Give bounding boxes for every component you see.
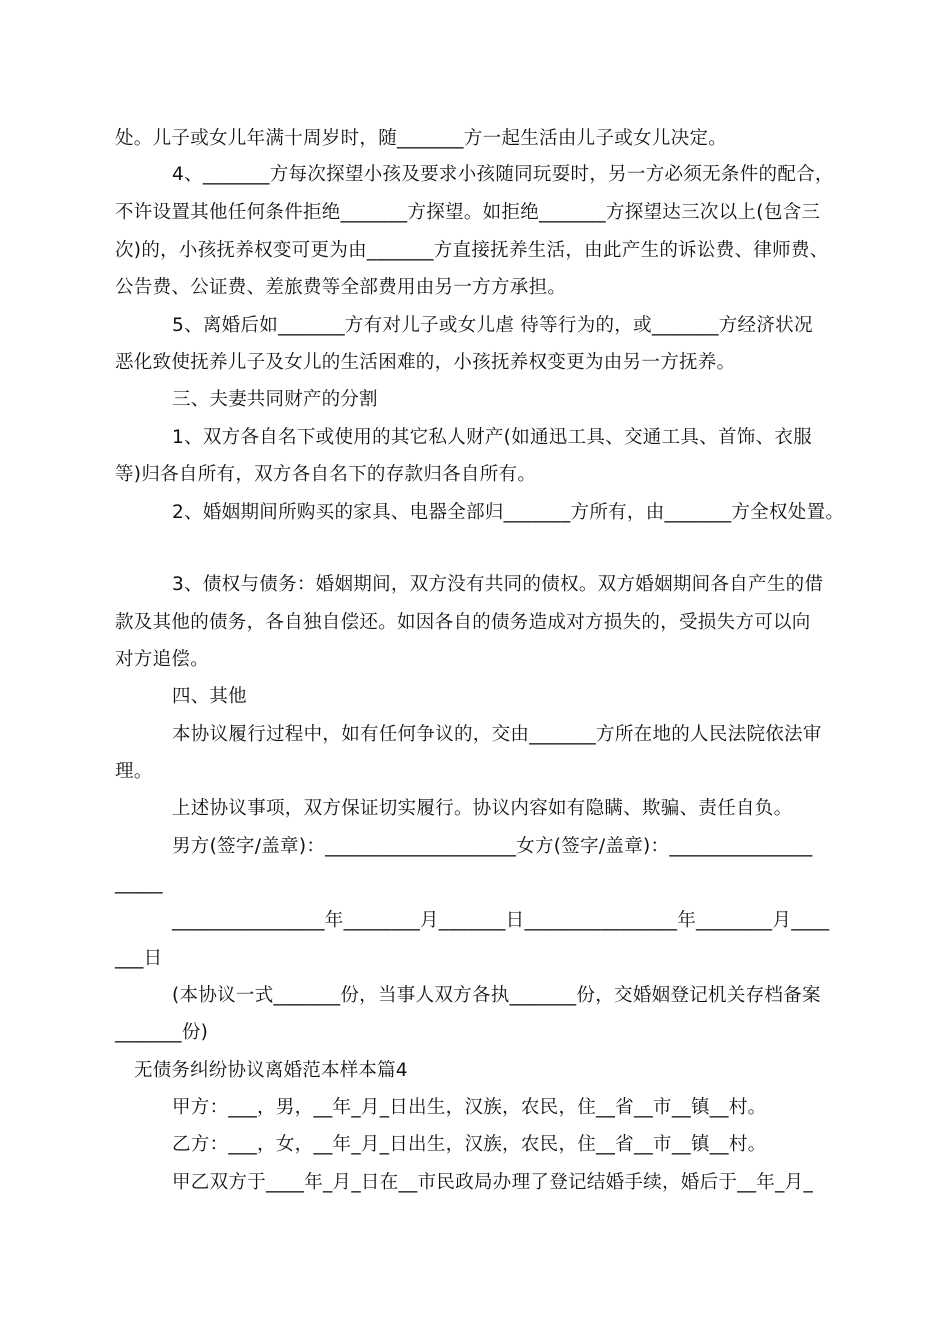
- signature-line-continuation: _____: [115, 873, 163, 894]
- copies-note-line: (本协议一式_______份，当事人双方各执_______份，交婚姻登记机关存档备案: [172, 985, 821, 1006]
- text-line-18: 上述协议事项，双方保证切实履行。协议内容如有隐瞒、欺骗、责任自负。: [172, 798, 793, 819]
- section-heading-4: 四、其他: [172, 686, 247, 707]
- party-a-line: 甲方：___，男，__年_月_日出生，汉族，农民，住__省__市__镇__村。: [172, 1097, 767, 1118]
- party-b-line: 乙方：___，女，__年_月_日出生，汉族，农民，住__省__市__镇__村。: [172, 1134, 767, 1155]
- text-line-2: 4、_______方每次探望小孩及要求小孩随同玩耍时，另一方必须无条件的配合，: [172, 164, 834, 185]
- section-heading-3: 三、夫妻共同财产的分割: [172, 389, 378, 410]
- signature-line: 男方(签字/盖章)：____________________女方(签字/盖章)：_______________: [172, 836, 813, 857]
- text-line-10: 等)归各自所有，双方各自名下的存款归各自所有。: [115, 464, 537, 485]
- text-line-5: 公告费、公证费、差旅费等全部费用由另一方方承担。: [115, 277, 567, 298]
- text-line-14: 对方追偿。: [115, 649, 210, 670]
- text-line-11: 2、婚姻期间所购买的家具、电器全部归_______方所有，由_______方全权处置。: [172, 502, 845, 523]
- text-line-4: 次)的，小孩抚养权变可更为由_______方直接抚养生活，由此产生的诉讼费、律师费、: [115, 240, 829, 261]
- copies-note-continuation: _______份): [115, 1022, 209, 1043]
- date-line-continuation: ___日: [115, 948, 163, 969]
- text-line-3: 不许设置其他任何条件拒绝_______方探望。如拒绝_______方探望达三次以上(包含三: [115, 202, 821, 223]
- text-line-17: 理。: [115, 761, 153, 782]
- date-line: ________________年________月_______日________________年________月____: [172, 910, 830, 931]
- text-line-7: 恶化致使抚养儿子及女儿的生活困难的，小孩抚养权变更为由另一方抚养。: [115, 352, 736, 373]
- text-line-1: 处。儿子或女儿年满十周岁时，随_______方一起生活由儿子或女儿决定。: [115, 128, 728, 149]
- text-line-16: 本协议履行过程中，如有任何争议的，交由_______方所在地的人民法院依法审: [172, 724, 822, 745]
- text-line-6: 5、离婚后如_______方有对儿子或女儿虐 待等行为的，或_______方经济状况: [172, 315, 813, 336]
- article-title: 无债务纠纷协议离婚范本样本篇4: [134, 1060, 408, 1081]
- marriage-registration-line: 甲乙双方于____年_月_日在__市民政局办理了登记结婚手续，婚后于__年_月_: [172, 1172, 814, 1193]
- text-line-13: 款及其他的债务，各自独自偿还。如因各自的债务造成对方损失的，受损失方可以向: [115, 612, 811, 633]
- text-line-9: 1、双方各自名下或使用的其它私人财产(如通迅工具、交通工具、首饰、衣服: [172, 427, 812, 448]
- text-line-12: 3、债权与债务：婚姻期间，双方没有共同的债权。双方婚姻期间各自产生的借: [172, 574, 824, 595]
